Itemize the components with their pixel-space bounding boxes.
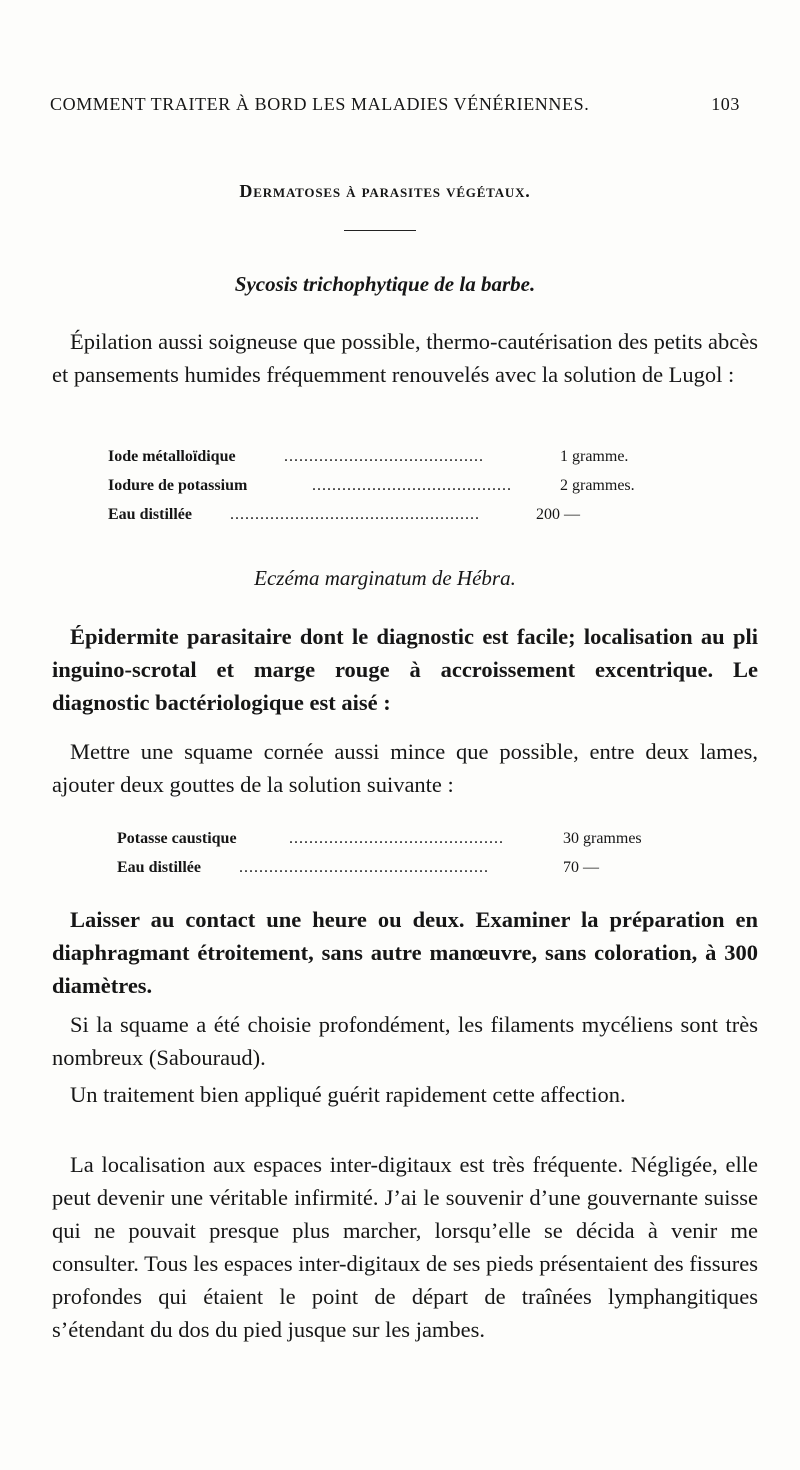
ingredient-amount: 70 — <box>563 859 599 876</box>
ingredient-name: Potasse caustique <box>117 830 237 847</box>
formula-lugol <box>108 448 668 532</box>
paragraph-eczema-4: Si la squame a été choisie profondément, les filaments mycéliens sont très nombreux (Sabouraud). <box>52 1012 758 1070</box>
paragraph-eczema-2: Mettre une squame cornée aussi mince que possible, entre deux lames, ajouter deux gouttes de la solution suivante : <box>52 739 758 797</box>
paragraph-eczema-1: Épidermite parasitaire dont le diagnostic est facile; localisation au pli inguino-scrotal et marge rouge à accroissement excentrique. Le diagnostic bactériologique est aisé : <box>52 624 758 715</box>
ingredient-name: Iodure de potassium <box>108 477 248 494</box>
leader-dots: ........................................ <box>284 448 484 465</box>
ingredient-name: Iode métalloïdique <box>108 448 236 465</box>
subhead-sycosis: Sycosis trichophytique de la barbe. <box>234 272 536 296</box>
ingredient-amount: 1 gramme. <box>560 448 629 465</box>
subhead-eczema: Eczéma marginatum de Hébra. <box>254 566 516 590</box>
paragraph-eczema-3: Laisser au contact une heure ou deux. Examiner la préparation en diaphragmant étroitement, sans autre manœuvre, sans coloration, à 300 diamètres. <box>52 907 758 998</box>
ingredient-amount: 200 — <box>536 506 580 523</box>
running-head <box>50 94 740 115</box>
ingredient-amount: 2 grammes. <box>560 477 635 494</box>
leader-dots: .................................................. <box>230 506 480 523</box>
paragraph-sycosis: Épilation aussi soigneuse que possible, thermo-cautérisation des petits abcès et pansements humides fréquemment renouvelés avec la solution de Lugol : <box>52 329 758 387</box>
leader-dots: ........................................... <box>289 830 504 847</box>
leader-dots: ........................................ <box>312 477 512 494</box>
section-title: Dermatoses à parasites végétaux. <box>239 181 531 201</box>
section-divider <box>344 230 416 231</box>
ingredient-amount: 30 grammes <box>563 830 642 847</box>
formula-potasse <box>117 830 697 886</box>
paragraph-eczema-5: Un traitement bien appliqué guérit rapidement cette affection. <box>70 1082 626 1107</box>
leader-dots: .................................................. <box>239 859 489 876</box>
paragraph-eczema-6: La localisation aux espaces inter-digitaux est très fréquente. Négligée, elle peut devenir une véritable infirmité. J’ai le souvenir d’une gouvernante suisse qui ne pouvait presque plus marcher, lorsqu’elle se décida à venir me consulter. Tous les espaces inter-digitaux de ses pieds présentaient des fissures profondes qui étaient le point de départ de traînées lymphangitiques s’étendant du dos du pied jusque sur les jambes. <box>52 1152 758 1342</box>
running-title: COMMENT TRAITER À BORD LES MALADIES VÉNÉRIENNES. <box>50 94 590 114</box>
page-number: 103 <box>711 94 740 114</box>
ingredient-name: Eau distillée <box>117 859 202 876</box>
ingredient-name: Eau distillée <box>108 506 193 523</box>
